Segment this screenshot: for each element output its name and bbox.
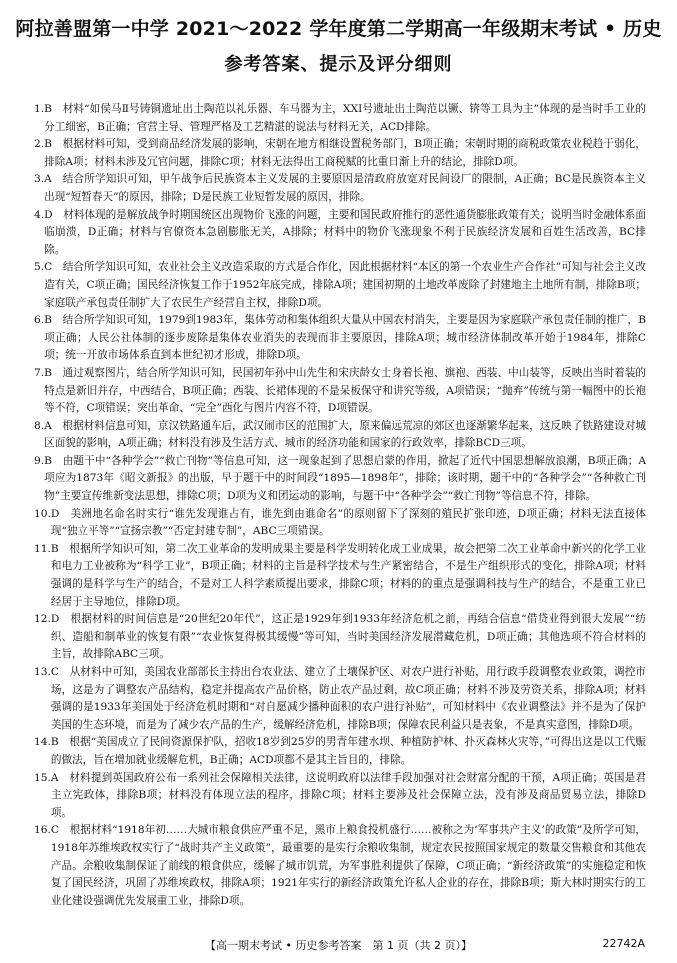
answer-number: 6. (34, 314, 45, 327)
answer-text: A 结合所学知识可知，甲午战争后民族资本主义发展的主要原因是清政府放宽对民间设厂的限制，A正确；BC是民族资本主义出现“短暂春天”的原因，排除；D是民族工业短暂发展的原因，排除。 (44, 173, 646, 203)
answer-text: A 根据材料信息可知，京汉铁路通车后，武汉闹市区的范围扩大，原来偏远荒凉的郊区也逐渐繁华起来，这反映了铁路建设对城区面貌的影响，A项正确；材料没有涉及生活方式、城市的经济功能和国家的行政效率，排除BCD三项。 (44, 419, 646, 450)
answer-item-16 (34, 822, 646, 910)
answer-number: 12. (34, 613, 51, 626)
answer-text: B 根据材料可知，受到商品经济发展的影响，宋朝在地方相继设置税务部门，B项正确；宋朝时期的商税政策农业税趋于弱化，排除A项；材料未涉及冗官问题，排除C项；材料无法得出工商税赋的比重日渐上升的结论，排除D项。 (44, 138, 646, 168)
answer-number: 4. (34, 208, 45, 221)
answer-item-6 (34, 312, 646, 365)
answer-number: 9. (34, 454, 45, 467)
answer-text: B 根据“美国成立了民间资源保护队，招收18岁到25岁的男青年建水坝、种植防护林、扑灭森林火灾等，”可得出这是以工代赈的做法，旨在增加就业缓解危机，B正确；ACD项都不是其主旨目的，排除。 (50, 736, 646, 766)
answer-number: 15. (34, 771, 51, 784)
answer-item-7 (34, 365, 646, 418)
answer-text: D 根据材料的时间信息是“20世纪20年代”，这正是1929年到1933年经济危机之前，再结合信息“借贷业得到很大发展”“纺织、造船和制革业的恢复有限”“农业恢复得极其缓慢”等可知，当时美国经济发展潜藏危机，D项正确；其他选项不符合材料的主旨，故排除ABC三项。 (50, 613, 646, 661)
answer-number: 10. (34, 507, 51, 520)
answer-number: 3. (34, 173, 45, 186)
footer-code: 22742A (602, 937, 645, 950)
answer-number: 7. (34, 366, 45, 379)
page-subtitle: 参考答案、提示及评分细则 (224, 54, 453, 75)
answer-number: 1. (34, 103, 45, 115)
answer-text: D 美洲地名命名时实行“谁先发现谁占有，谁先到由谁命名”的原则留下了深刻的殖民扩张印迹，D项正确；材料无法直接体现“独立平等”“宣扬宗教”“否定封建专制”，ABC三项错误。 (50, 507, 646, 538)
answer-number: 14. (34, 736, 51, 749)
answer-number: 5. (34, 261, 45, 274)
answer-text: B 通过观察图片，结合所学知识可知，民国初年孙中山先生和宋庆龄女士身着长袍、旗袍、西装、中山装等，反映出当时着装的特点是新旧并存，中西结合，B项正确；西装、长裙体现的不是呆板保守和讲究等级，A项错误；“抛弃”传统与第一幅图中的长袍等不符，C项错误；突出革命、“完全”西化与图片内容不符，D项错误。 (44, 366, 646, 415)
answer-number: 13. (34, 666, 51, 678)
answer-item-15 (34, 770, 646, 823)
answer-item-3 (34, 171, 646, 206)
answer-item-1 (34, 101, 646, 136)
answer-item-2 (34, 136, 646, 171)
answer-text: C 根据材料“1918年初……大城市粮食供应严重不足，黑市上粮食投机盛行……被称之为‘军事共产主义’的政策”及所学可知，1918年苏维埃政权实行了“战时共产主义政策”，最重要的是实行余粮收集制，规定农民按照国家规定的数量交售粮食和其他农产品。余粮收集制保证了前线的粮食供应，缓解了城市饥荒，为军事胜利提供了保障，C项正确；“新经济政策”的实施稳定和恢复了国民经济，巩固了苏维埃政权，排除A项；1921年实行的新经济政策允许私人企业的存在，排除B项；斯大林时期实行的工业化建设强调优先发展重工业，排除D项。 (50, 824, 646, 907)
answer-text: D 材料体现的是解放战争时期国统区出现物价飞涨的问题，主要和国民政府推行的恶性通货膨胀政策有关；说明当时金融体系面临崩溃，D正确；材料与官僚资本急剧膨胀无关，A排除；材料中的物价飞涨现象不利于民族经济发展和百姓生活改善，BC排除。 (44, 208, 646, 256)
footer-page-info: 【高一期末考试 • 历史参考答案 第 1 页（共 2 页）】 (205, 939, 472, 952)
answer-number: 11. (34, 542, 51, 555)
answer-number: 16. (34, 824, 51, 837)
answer-text: B 结合所学知识可知，1979到1983年，集体劳动和集体组织大量从中国农村消失，主要是因为家庭联产承包责任制的推广，B项正确；人民公社体制的逐步废除是集体农业消失的表现而非主要原因，排除A项；城市经济体制改革开始于1984年，排除C项；统一开放市场体系直到本世纪初才形成，排除D项。 (44, 314, 646, 362)
answer-text: A 材料提到英国政府公布一系列社会保障相关法律，这说明政府以法律手段加强对社会财富分配的干预，A项正确；英国是君主立宪政体，排除B项；材料没有体现立法的程序，排除C项；材料主要涉及社会保障立法，没有涉及商品贸易立法，排除D项。 (50, 771, 646, 819)
answer-text: B 根据所学知识可知，第二次工业革命的发明成果主要是科学发明转化成工业成果，故会把第二次工业革命中新兴的化学工业和电力工业被称为“科学工业”，B项正确；材料的主旨是科学技术与生产紧密结合，不是生产组织形式的变化，排除A项；材料强调的是科学与生产的结合，不是对工人科学素质提出要求，排除C项；材料的的重点是强调科技与生产的结合，不是重工业已经居于主导地位，排除D项。 (50, 542, 646, 608)
answer-number: 8. (34, 419, 45, 432)
answer-item-13 (34, 664, 646, 734)
answer-item-4 (34, 207, 646, 260)
answer-item-10 (34, 506, 646, 541)
answer-item-14 (34, 734, 646, 769)
answer-text: C 从材料中可知，美国农业部部长主持出台农业法、建立了土壤保护区、对农户进行补贴，用行政手段调整农业政策，调控市场，这是为了调整农产品结构，稳定并提高农产品价格，防止农产品过剩，故C项正确；材料不涉及劳资关系，排除A项；材料强调的是1933年美国处于经济危机时期和“对自愿减少播种面积的农户进行补贴”，可知材料中《农业调整法》并不是为了保护美国的生态环境，而是为了减少农产品的生产，缓解经济危机，排除B项；保障农民利益只是表象，不是真实意图，排除D项。 (50, 666, 646, 731)
answer-number: 2. (34, 138, 45, 151)
answer-text: B 材料“如侯马Ⅱ号铸铜遗址出土陶范以礼乐器、车马器为主，XXⅠ号遗址出土陶范以镢、锛等工具为主”体现的是当时手工业的分工细密，B正确；官营主导、管理严格及工艺精湛的说法与材料无关，ACD排除。 (44, 103, 646, 133)
page-title: 阿拉善盟第一中学 2021～2022 学年度第二学期高一年级期末考试 • 历史 (15, 18, 662, 40)
answer-item-9 (34, 453, 646, 506)
answer-text: C 结合所学知识可知，农业社会主义改造采取的方式是合作化，因此根据材料“本区的第一个农业生产合作社”可知与社会主义改造有关，C项正确；国民经济恢复工作于1952年底完成，排除A项；建国初期的土地改革废除了封建地主土地所有制，排除B项；家庭联产承包责任制扩大了农民生产经营自主权，排除D项。 (44, 261, 646, 309)
page-footer (0, 937, 677, 955)
answer-item-12 (34, 611, 646, 664)
answer-item-8 (34, 418, 646, 453)
answer-list (34, 101, 646, 910)
answer-item-5 (34, 259, 646, 312)
answer-item-11 (34, 541, 646, 611)
answer-text: B 由题干中“各种学会”“救亡刊物”等信息可知，这一现象起到了思想启蒙的作用，掀起了近代中国思想解放浪潮，B项正确；A项应为1873年《昭文新报》的出版，早于题干中的时间段“1895—1898年”，排除；该时期，题干中的“各种学会”“各种救亡刊物”主要宣传维新变法思想，排除C项；D项为义和团运动的影响，与题干中“各种学会”“救亡刊物”等信息不符，排除。 (44, 454, 646, 503)
